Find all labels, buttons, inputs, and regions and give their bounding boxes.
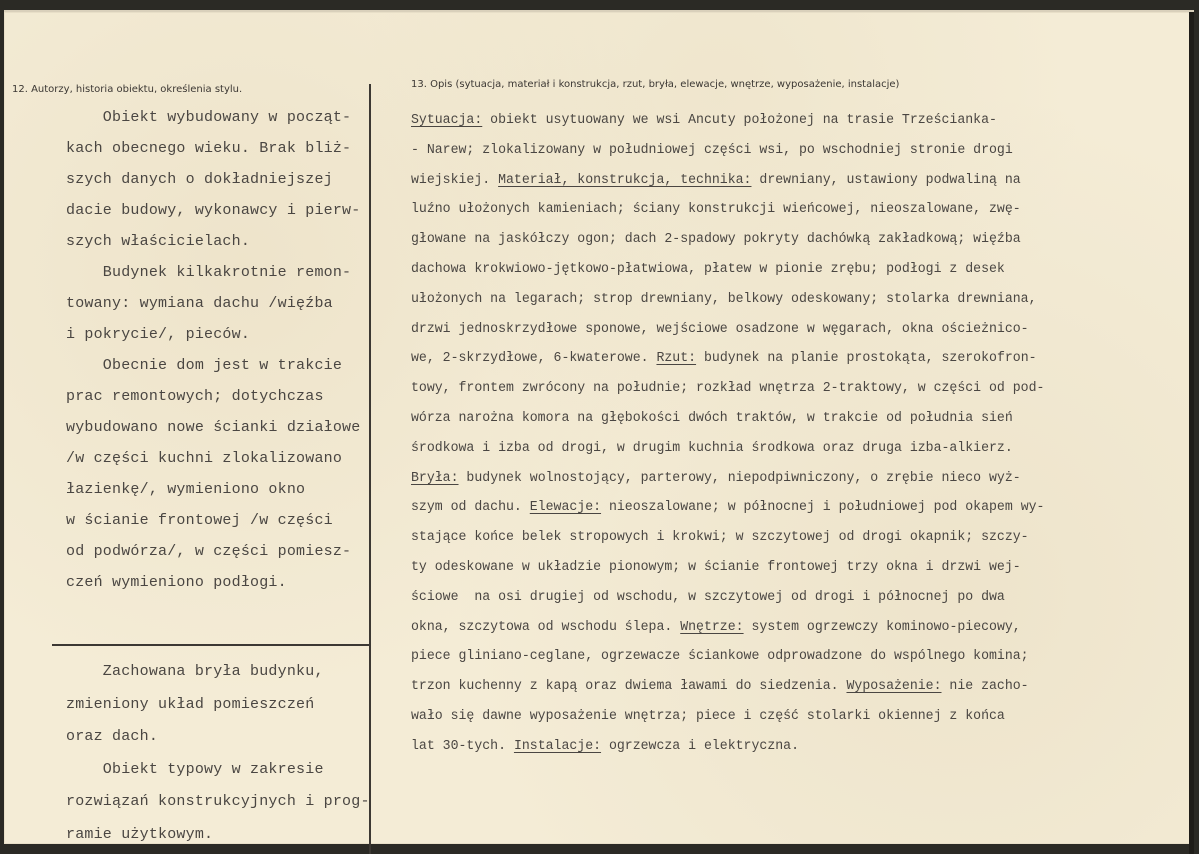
text-line: głowane na jaskółczy ogon; dach 2-spadowy pokryty dachówką zakładkową; więźba [411,231,1021,248]
text-line: piece gliniano-ceglane, ogrzewacze ściankowe odprowadzone do wspólnego komina; [411,648,1029,665]
text-line: ściowe na osi drugiej od wschodu, w szczytowej od drogi i północnej po dwa [411,588,1005,605]
heading-material: Materiał, konstrukcja, technika: [498,171,752,188]
section-divider-horizontal [52,644,370,646]
text-line: wało się dawne wyposażenie wnętrza; piece i część stolarki okiennej z końca [411,707,1005,724]
text-line: wiejskiej. Materiał, konstrukcja, technika: drewniany, ustawiony podwaliną na [411,171,1021,188]
text-line: czeń wymieniono podłogi. [66,574,287,591]
text-line: ułożonych na legarach; strop drewniany, belkowy odeskowany; stolarka drewniana, [411,290,1037,307]
text-line: ty odeskowane w układzie pionowym; w ścianie frontowej trzy okna i drzwi wej- [411,558,1021,575]
text-line: w ścianie frontowej /w części [66,512,333,529]
text-line: Obecnie dom jest w trakcie [66,357,343,374]
text-line: szych właścicielach. [66,233,251,250]
text-line: lat 30-tych. Instalacje: ogrzewcza i elektryczna. [411,737,799,754]
document-page [4,10,1194,844]
heading-rzut: Rzut: [656,350,697,367]
text-line: okna, szczytowa od wschodu ślepa. Wnętrze: system ogrzewczy kominowo-piecowy, [411,618,1021,635]
text-line: Zachowana bryła budynku, [66,663,324,680]
heading-instalacje: Instalacje: [513,737,602,754]
text-line: prac remontowych; dotychczas [66,388,324,405]
text-line: luźno ułożonych kamieniach; ściany konstrukcji wieńcowej, nieoszalowane, zwę- [411,201,1021,218]
text-line: /w części kuchni zlokalizowano [66,450,343,467]
text-line: we, 2-skrzydłowe, 6-kwaterowe. Rzut: budynek na planie prostokąta, szerokofron- [411,350,1037,367]
section-13-description-text [411,106,1199,762]
heading-elewacje: Elewacje: [529,499,602,516]
text-line: ramie użytkowym. [66,825,214,843]
text-line: drzwi jednoskrzydłowe sponowe, wejściowe osadzone w węgarach, okna ościeżnico- [411,320,1029,337]
text-line: szych danych o dokładniejszej [66,171,333,188]
text-line: Obiekt wybudowany w począt- [66,109,352,126]
text-line: towany: wymiana dachu /więźba [66,295,333,312]
text-line: wórza narożna komora na głębokości dwóch traktów, w trakcie od południa sień [411,409,1013,426]
heading-bryla: Bryła: [411,469,459,486]
text-line: Obiekt typowy w zakresie [66,760,324,778]
text-line: od podwórza/, w części pomiesz- [66,543,352,560]
text-line: stające końce belek stropowych i krokwi; w szczytowej od drogi okapnik; szczy- [411,529,1029,546]
section-12-label: 12. Autorzy, historia obiektu, określenia stylu. [12,84,243,95]
text-line: kach obecnego wieku. Brak bliż- [66,140,352,157]
heading-sytuacja: Sytuacja: [411,112,483,128]
section-12-history-text [66,102,386,598]
text-line: oraz dach. [66,728,159,745]
text-line: szym od dachu. Elewacje: nieoszalowane; w północnej i południowej pod okapem wy- [411,499,1045,516]
section-12-assessment-text [66,656,386,851]
text-line: środkowa i izba od drogi, w drugim kuchnia środkowa oraz druga izba-alkierz. [411,439,1013,456]
text-line: wybudowano nowe ścianki działowe [66,419,361,436]
text-line: i pokrycie/, pieców. [66,326,251,343]
text-line: - Narew; zlokalizowany w południowej części wsi, po wschodniej stronie drogi [411,141,1013,158]
section-13-label: 13. Opis (sytuacja, materiał i konstrukcja, rzut, bryła, elewacje, wnętrze, wyposażenie, instalacje) [411,79,900,90]
heading-wyposazenie: Wyposażenie: [846,678,942,695]
text-line: dacie budowy, wykonawcy i pierw- [66,202,361,219]
text-line: łazienkę/, wymieniono okno [66,481,306,498]
heading-wnetrze: Wnętrze: [680,618,744,635]
text-line: Sytuacja: obiekt usytuowany we wsi Ancuty położonej na trasie Trześcianka- [411,112,997,128]
text-line: Bryła: budynek wolnostojący, parterowy, niepodpiwniczony, o zrębie nieco wyż- [411,469,1021,486]
text-line: trzon kuchenny z kapą oraz dwiema ławami do siedzenia. Wyposażenie: nie zacho- [411,678,1029,695]
text-line: zmieniony układ pomieszczeń [66,695,315,713]
text-line: dachowa krokwiowo-jętkowo-płatwiowa, płatew w pionie zrębu; podłogi z desek [411,260,1005,277]
text-line: rozwiązań konstrukcyjnych i prog- [66,793,370,810]
text-line: towy, frontem zwrócony na południe; rozkład wnętrza 2-traktowy, w części od pod- [411,380,1045,397]
text-line: Budynek kilkakrotnie remon- [66,264,352,281]
